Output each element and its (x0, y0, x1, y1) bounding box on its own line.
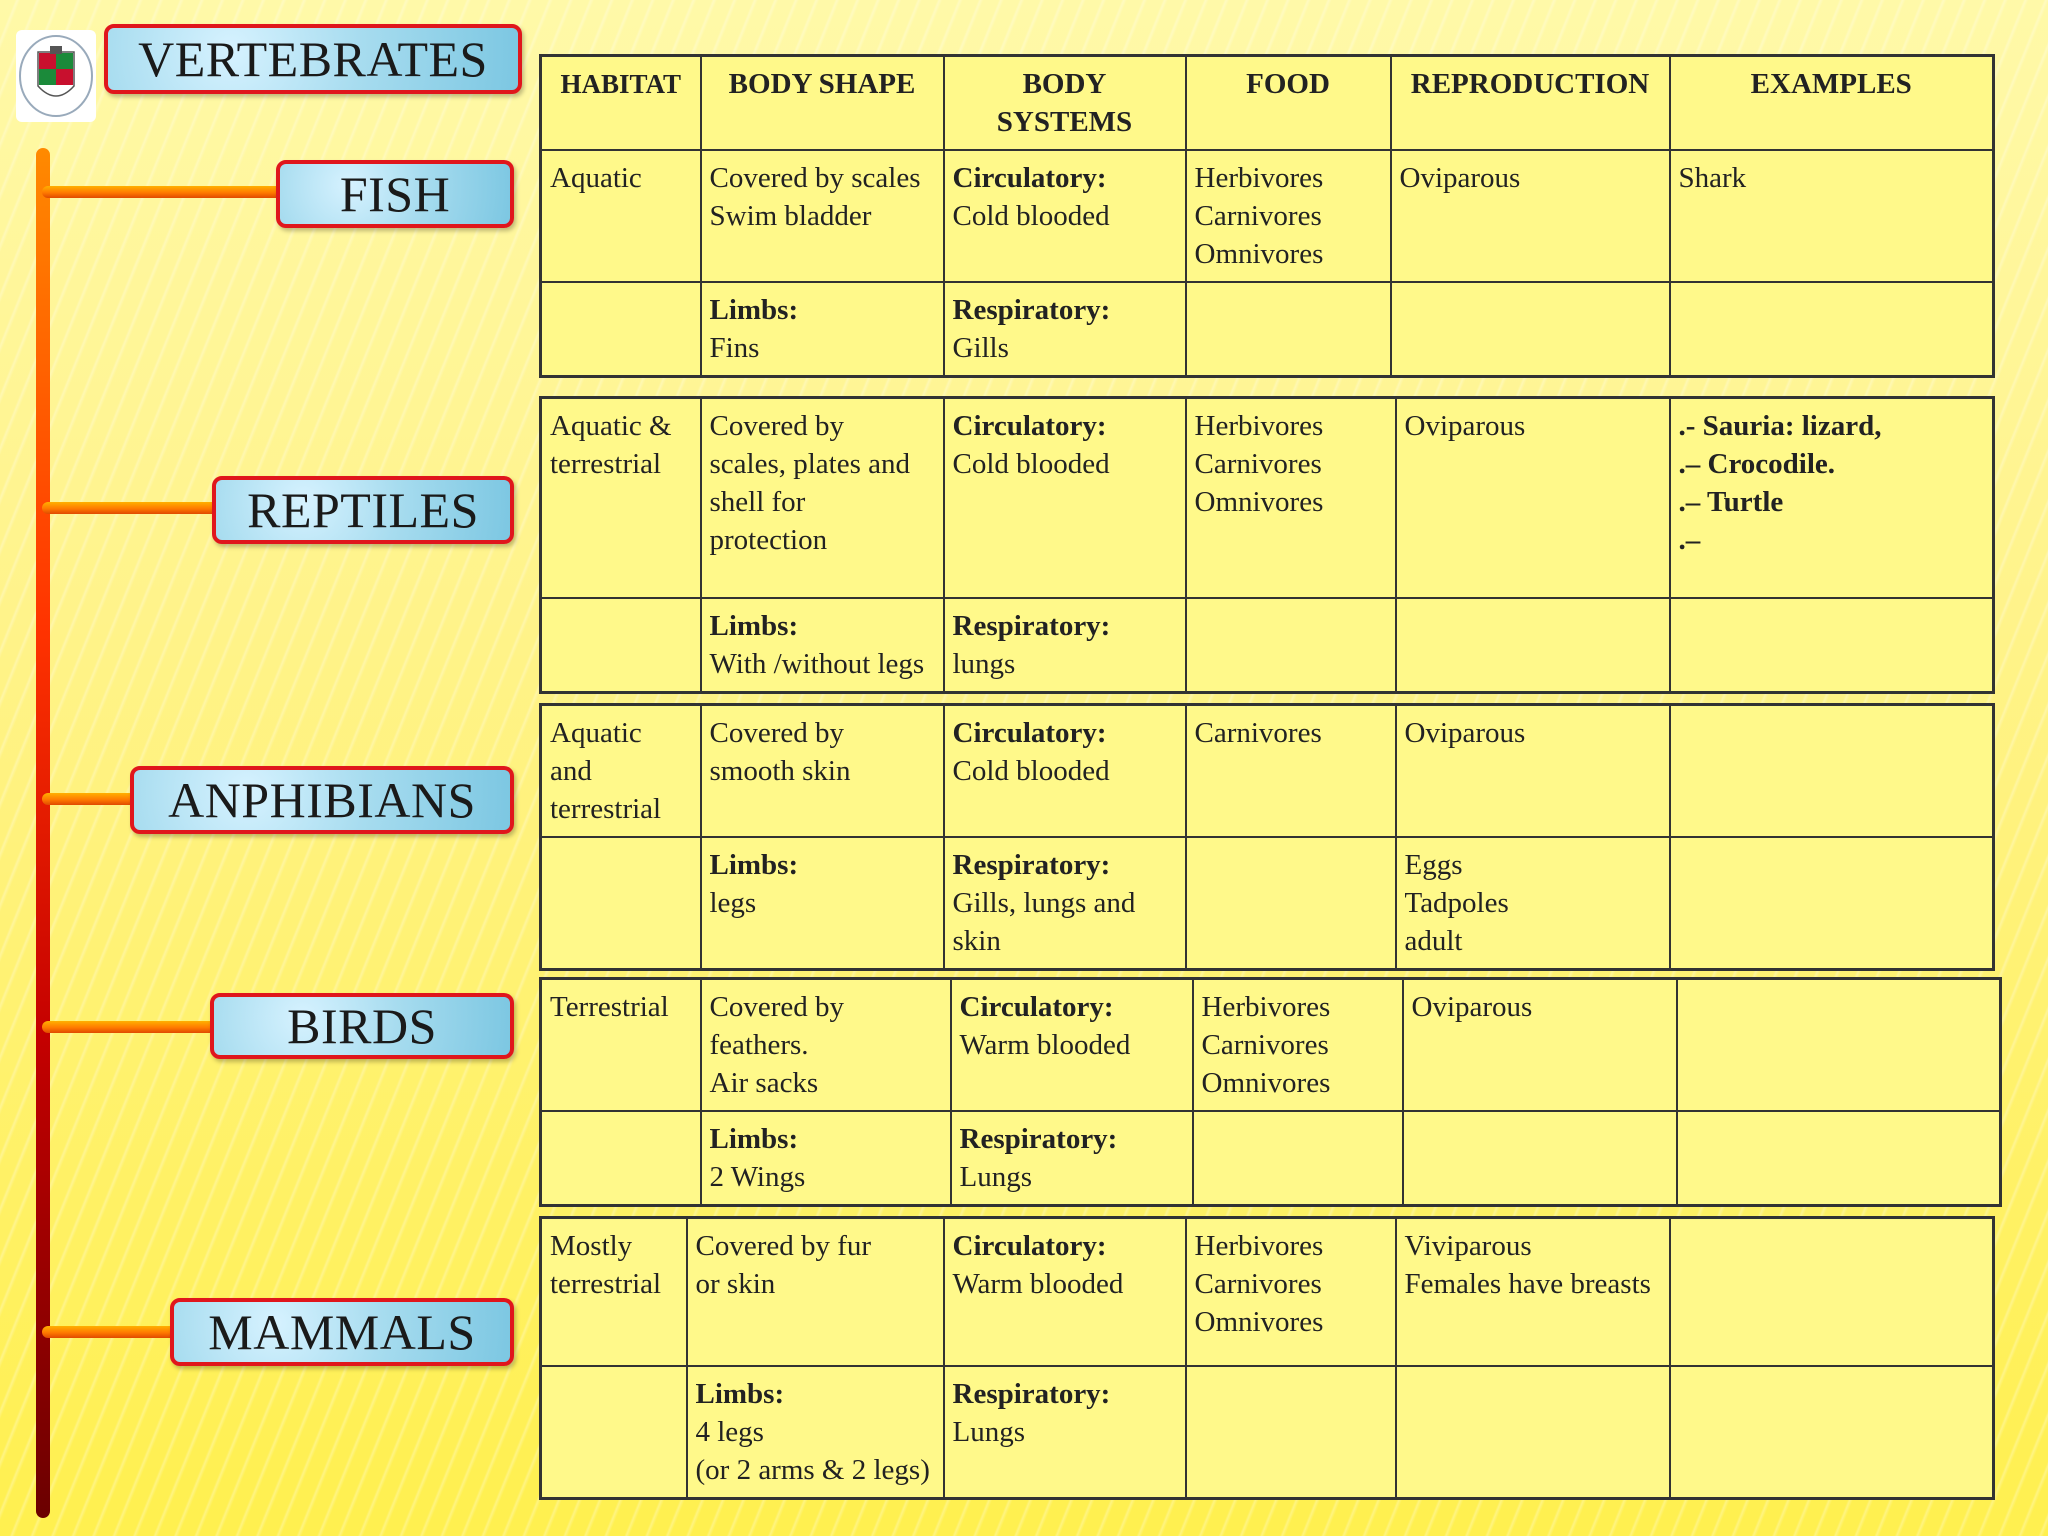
label-reptiles: REPTILES (212, 476, 514, 544)
mammals-examples (1670, 1218, 1994, 1366)
cell-line: Covered by fur (695, 1230, 872, 1262)
cell-line: Carnivores (1201, 1029, 1329, 1061)
anphibians-examples (1670, 705, 1994, 838)
cell-line: Swim bladder (709, 200, 872, 232)
branch-birds (42, 1021, 222, 1033)
cell-line: Oviparous (1404, 410, 1526, 442)
cell-line: .– Turtle (1678, 486, 1784, 518)
birds-row-2 (541, 1111, 2001, 1206)
cell-line: Aquatic & (550, 410, 672, 442)
cell-line: Cold blooded (952, 200, 1110, 232)
cell-line: feathers. (709, 1029, 809, 1061)
crest-icon (16, 30, 96, 122)
mammals-reproduction-2 (1396, 1366, 1670, 1499)
cell-line: .- Sauria: lizard, (1678, 410, 1882, 442)
title-vertebrates: VERTEBRATES (104, 24, 522, 94)
header-body-shape: BODY SHAPE (701, 56, 944, 151)
cell-line: Omnivores (1201, 1067, 1331, 1099)
cell-line: Eggs (1404, 849, 1463, 881)
reptiles-table (539, 396, 1995, 694)
circulatory-label: Circulatory: (952, 1230, 1107, 1262)
mammals-food-2 (1186, 1366, 1396, 1499)
reptiles-examples-2 (1670, 598, 1994, 693)
cell-line: Aquatic (550, 162, 642, 194)
cell-line: Viviparous (1404, 1230, 1532, 1262)
cell-line: Omnivores (1194, 1306, 1324, 1338)
cell-line: Oviparous (1399, 162, 1521, 194)
fish-row-2 (541, 282, 1994, 377)
reptiles-reproduction (1396, 398, 1670, 598)
anphibians-food (1186, 705, 1396, 838)
reptiles-circulatory (944, 398, 1186, 598)
birds-reproduction (1403, 979, 1677, 1112)
birds-limbs (701, 1111, 951, 1206)
fish-row-1 (541, 150, 1994, 282)
mammals-circulatory (944, 1218, 1186, 1366)
birds-habitat (541, 979, 701, 1112)
mammals-food (1186, 1218, 1396, 1366)
reptiles-habitat (541, 398, 701, 598)
branch-amphibians (42, 793, 142, 805)
cell-line: Cold blooded (952, 755, 1110, 787)
reptiles-reproduction-2 (1396, 598, 1670, 693)
cell-line: Covered by scales (709, 162, 921, 194)
cell-line: smooth skin (709, 755, 851, 787)
cell-line: scales, plates and (709, 448, 911, 480)
birds-habitat-2 (541, 1111, 701, 1206)
fish-respiratory (944, 282, 1186, 377)
reptiles-limbs (701, 598, 944, 693)
label-fish: FISH (276, 160, 514, 228)
header-body-systems: BODY SYSTEMS (944, 56, 1186, 151)
cell-line: Cold blooded (952, 448, 1110, 480)
mammals-row-1 (541, 1218, 1994, 1366)
anphibians-circulatory (944, 705, 1186, 838)
school-crest-logo (16, 30, 96, 122)
limbs-label: Limbs: (695, 1377, 785, 1410)
birds-table (539, 977, 2002, 1207)
tree-spine (36, 148, 50, 1518)
cell-line: Terrestrial (550, 991, 669, 1023)
mammals-reproduction (1396, 1218, 1670, 1366)
cell-line: 4 legs (695, 1415, 764, 1448)
cell-line: skin (952, 925, 1001, 957)
anphibians-body-shape (701, 705, 944, 838)
birds-examples (1677, 979, 2001, 1112)
birds-circulatory (951, 979, 1193, 1112)
birds-respiratory (951, 1111, 1193, 1206)
cell-line: adult (1404, 925, 1463, 957)
label-mammals: MAMMALS (170, 1298, 514, 1366)
cell-line: Herbivores (1194, 1230, 1324, 1262)
cell-line: Covered by (709, 410, 844, 442)
header-food: FOOD (1186, 56, 1391, 151)
birds-examples-2 (1677, 1111, 2001, 1206)
cell-line: Carnivores (1194, 717, 1322, 749)
cell-line: and (550, 755, 592, 787)
cell-line: Omnivores (1194, 238, 1324, 270)
birds-body-shape (701, 979, 951, 1112)
cell-line: shell for (709, 486, 806, 518)
cell-line: Warm blooded (959, 1029, 1131, 1061)
cell-line: Shark (1678, 162, 1747, 194)
anphibians-habitat-2 (541, 837, 701, 970)
cell-line: Tadpoles (1404, 887, 1509, 919)
fish-examples (1670, 150, 1994, 282)
anphibians-examples-2 (1670, 837, 1994, 970)
limbs-label: Limbs: (709, 849, 799, 881)
branch-fish (42, 186, 282, 198)
header-habitat: HABITAT (541, 56, 701, 151)
respiratory-label: Respiratory: (952, 294, 1111, 326)
mammals-examples-2 (1670, 1366, 1994, 1499)
anphibians-respiratory (944, 837, 1186, 970)
respiratory-label: Respiratory: (952, 1377, 1111, 1410)
respiratory-label: Respiratory: (952, 609, 1111, 642)
respiratory-label: Respiratory: (952, 849, 1111, 881)
anphibians-food-2 (1186, 837, 1396, 970)
limbs-label: Limbs: (709, 1123, 799, 1155)
label-anphibians: ANPHIBIANS (130, 766, 514, 834)
fish-food-2 (1186, 282, 1391, 377)
reptiles-habitat-2 (541, 598, 701, 693)
fish-examples-2 (1670, 282, 1994, 377)
cell-line: .– Crocodile. (1678, 448, 1836, 480)
limbs-label: Limbs: (709, 609, 799, 642)
cell-line: Warm blooded (952, 1268, 1124, 1300)
cell-line: Covered by (709, 717, 844, 749)
mammals-row-2 (541, 1366, 1994, 1499)
reptiles-examples (1670, 398, 1994, 598)
header-examples: EXAMPLES (1670, 56, 1994, 151)
fish-body-shape (701, 150, 944, 282)
birds-food-2 (1193, 1111, 1403, 1206)
limbs-label: Limbs: (709, 294, 799, 326)
branch-reptiles (42, 502, 222, 514)
fish-table (539, 54, 1995, 378)
reptiles-food-2 (1186, 598, 1396, 693)
cell-line: Carnivores (1194, 448, 1322, 480)
cell-line: Carnivores (1194, 200, 1322, 232)
cell-line: Covered by (709, 991, 844, 1023)
cell-line: Lungs (959, 1161, 1032, 1193)
mammals-respiratory (944, 1366, 1186, 1499)
cell-line: legs (709, 887, 757, 919)
reptiles-row-2 (541, 598, 1994, 693)
cell-line: Air sacks (709, 1067, 819, 1099)
circulatory-label: Circulatory: (952, 410, 1107, 442)
cell-line: Mostly (550, 1230, 633, 1262)
cell-line: or skin (695, 1268, 776, 1300)
cell-line: Gills (952, 332, 1009, 364)
cell-line: Females have breasts (1404, 1268, 1651, 1300)
fish-habitat-2 (541, 282, 701, 377)
mammals-body-shape (687, 1218, 944, 1366)
anphibians-row-1 (541, 705, 1994, 838)
mammals-habitat-2 (541, 1366, 687, 1499)
circulatory-label: Circulatory: (952, 162, 1107, 194)
fish-habitat (541, 150, 701, 282)
cell-line: Herbivores (1201, 991, 1331, 1023)
anphibians-table (539, 703, 1995, 971)
cell-line: Gills, lungs and (952, 887, 1136, 919)
cell-line: Fins (709, 332, 760, 364)
reptiles-respiratory (944, 598, 1186, 693)
birds-reproduction-2 (1403, 1111, 1677, 1206)
birds-row-1 (541, 979, 2001, 1112)
fish-reproduction-2 (1391, 282, 1670, 377)
reptiles-body-shape (701, 398, 944, 598)
cell-line: 2 Wings (709, 1161, 806, 1193)
cell-line: (or 2 arms & 2 legs) (695, 1453, 930, 1486)
fish-limbs (701, 282, 944, 377)
fish-reproduction (1391, 150, 1670, 282)
mammals-limbs (687, 1366, 944, 1499)
header-row (541, 56, 1994, 151)
cell-line: Oviparous (1404, 717, 1526, 749)
mammals-habitat (541, 1218, 687, 1366)
cell-line: With /without legs (709, 647, 925, 680)
circulatory-label: Circulatory: (959, 991, 1114, 1023)
reptiles-row-1 (541, 398, 1994, 598)
cell-line: Oviparous (1411, 991, 1533, 1023)
cell-line: terrestrial (550, 448, 662, 480)
header-reproduction: REPRODUCTION (1391, 56, 1670, 151)
cell-line: Aquatic (550, 717, 642, 749)
label-birds: BIRDS (210, 993, 514, 1059)
cell-line: Herbivores (1194, 410, 1324, 442)
cell-line: Herbivores (1194, 162, 1324, 194)
anphibians-limbs (701, 837, 944, 970)
anphibians-habitat (541, 705, 701, 838)
respiratory-label: Respiratory: (959, 1123, 1118, 1155)
cell-line: terrestrial (550, 793, 662, 825)
mammals-table (539, 1216, 1995, 1500)
circulatory-label: Circulatory: (952, 717, 1107, 749)
cell-line: .– (1678, 524, 1701, 556)
cell-line: Lungs (952, 1415, 1025, 1448)
anphibians-row-2 (541, 837, 1994, 970)
cell-line: lungs (952, 647, 1016, 680)
anphibians-reproduction (1396, 705, 1670, 838)
cell-line: Omnivores (1194, 486, 1324, 518)
fish-food (1186, 150, 1391, 282)
birds-food (1193, 979, 1403, 1112)
fish-circulatory (944, 150, 1186, 282)
cell-line: terrestrial (550, 1268, 662, 1300)
cell-line: protection (709, 524, 828, 556)
reptiles-food (1186, 398, 1396, 598)
anphibians-reproduction-2 (1396, 837, 1670, 970)
cell-line: Carnivores (1194, 1268, 1322, 1300)
